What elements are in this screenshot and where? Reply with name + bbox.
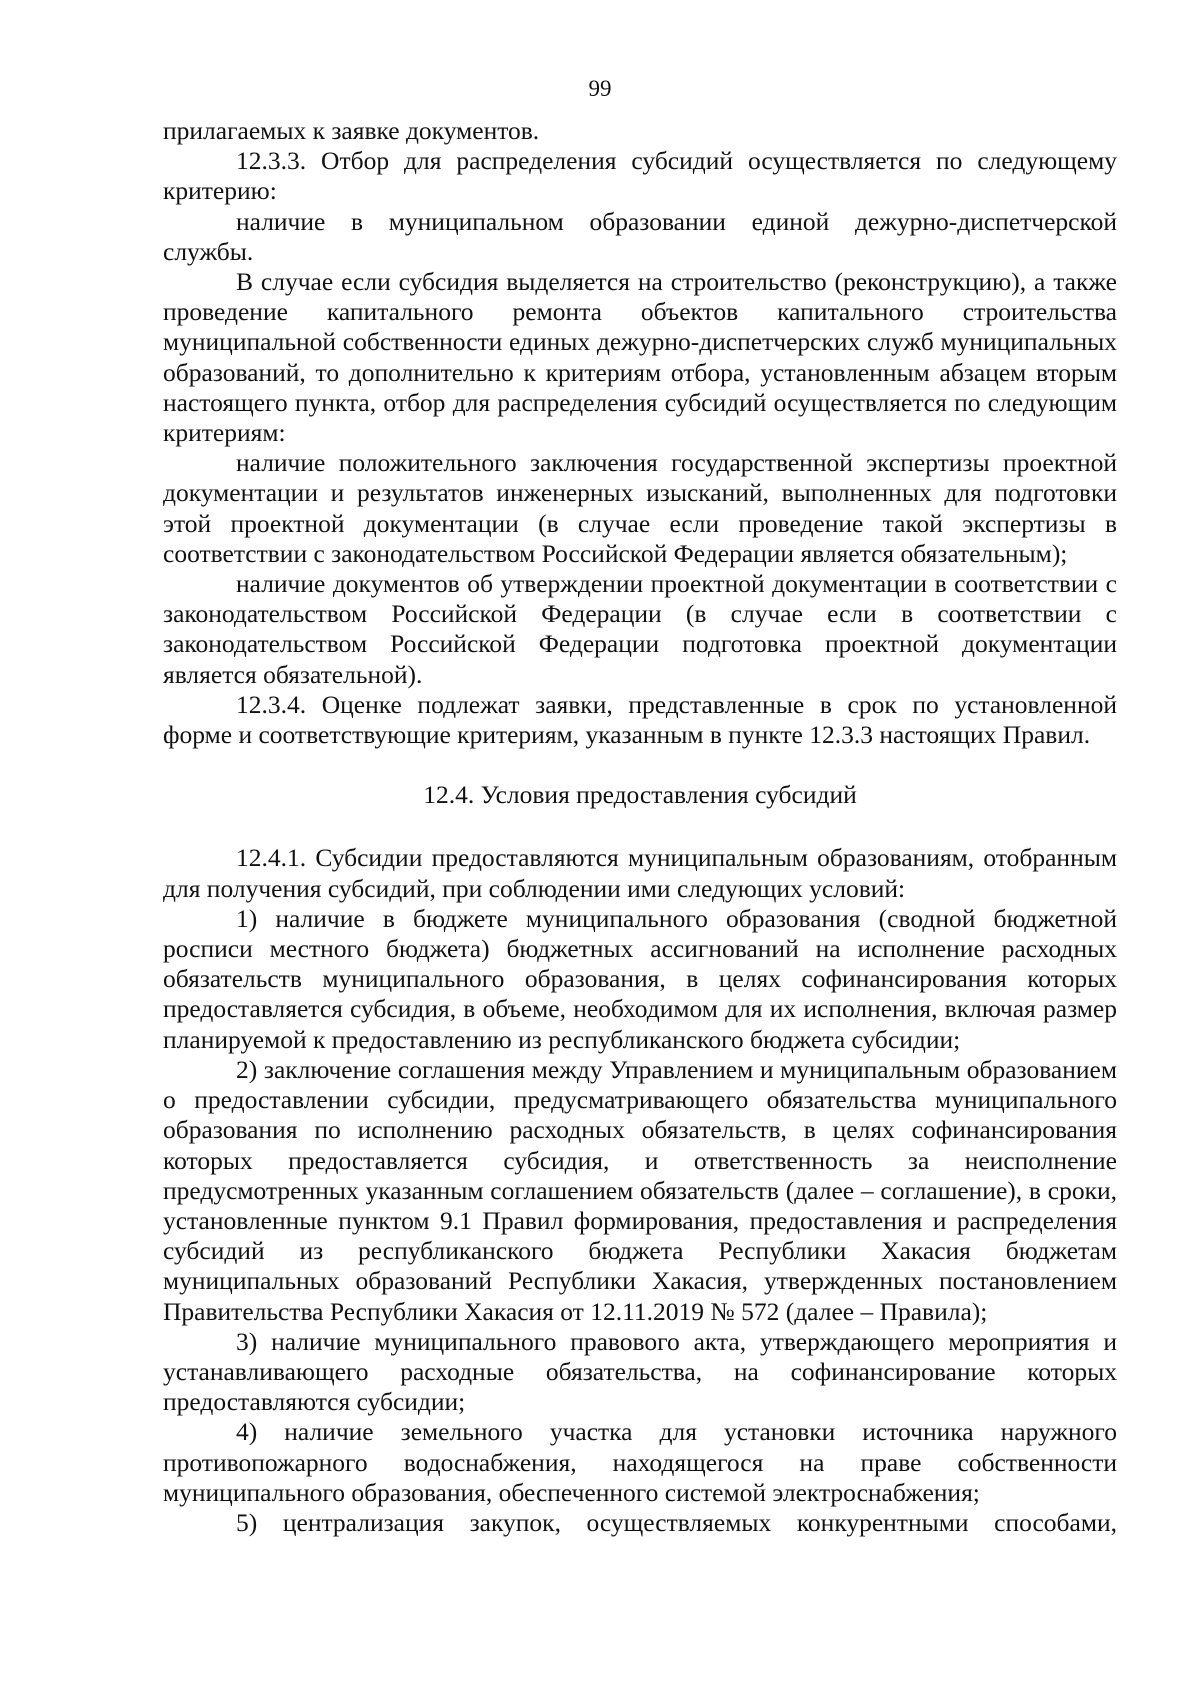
list-item: 5) централизация закупок, осуществляемых конкурентными способами, — [236, 1507, 1117, 1537]
section-heading: 12.4. Условия предоставления субсидий — [423, 780, 857, 810]
document-body — [163, 116, 1117, 1538]
paragraph: 12.3.3. Отбор для распределения субсидий осуществляется по следующему критерию: — [163, 146, 1117, 206]
paragraph: 12.3.4. Оценке подлежат заявки, представленные в срок по установленной форме и соответствующие критериям, указанным в пункте 12.3.3 настоящих Правил. — [163, 689, 1117, 750]
paragraph: В случае если субсидия выделяется на строительство (реконструкцию), а также проведение капитального ремонта объектов капитального строительства муниципальной собственности единых дежурно-диспетчерских служб муниципальных образований, то дополнительно к критериям отбора, установленным абзацем вторым настоящего пункта, отбор для распределения субсидий осуществляется по следующим критериям: — [163, 267, 1117, 448]
list-item: 3) наличие муниципального правового акта, утверждающего мероприятия и устанавливающего расходные обязательства, на софинансирование которых предоставляются субсидии; — [163, 1326, 1117, 1417]
list-item: 1) наличие в бюджете муниципального образования (сводной бюджетной росписи местного бюджета) бюджетных ассигнований на исполнение расходных обязательств муниципального образования, в целях софинансирования которых предоставляется субсидия, в объеме, необходимом для их исполнения, включая размер планируемой к предоставлению из республиканского бюджета субсидии; — [163, 903, 1117, 1054]
paragraph: наличие в муниципальном образовании единой дежурно-диспетчерской службы. — [163, 206, 1117, 266]
paragraph: прилагаемых к заявке документов. — [163, 116, 540, 145]
paragraph: наличие положительного заключения государственной экспертизы проектной документации и результатов инженерных изысканий, выполненных для подготовки этой проектной документации (в случае если проведение такой экспертизы в соответствии с законодательством Российской Федерации является обязательным); — [163, 448, 1117, 568]
paragraph: 12.4.1. Субсидии предоставляются муниципальным образованиям, отобранным для получения субсидий, при соблюдении ими следующих условий: — [163, 843, 1117, 903]
page-number: 99 — [588, 76, 612, 101]
list-item: 4) наличие земельного участка для установки источника наружного противопожарного водоснабжения, находящегося на праве собственности муниципального образования, обеспеченного системой электроснабжения; — [163, 1417, 1117, 1507]
list-item: 2) заключение соглашения между Управлением и муниципальным образованием о предоставлении субсидии, предусматривающего обязательства муниципального образования по исполнению расходных обязательств, в целях софинансирования которых предоставляется субсидия, и ответственность за неисполнение предусмотренных указанным соглашением обязательств (далее – соглашение), в сроки, установленные пунктом 9.1 Правил формирования, предоставления и распределения субсидий из республиканского бюджета Республики Хакасия бюджетам муниципальных образований Республики Хакасия, утвержденных постановлением Правительства Республики Хакасия от 12.11.2019 № 572 (далее – Правила); — [163, 1054, 1117, 1326]
paragraph: наличие документов об утверждении проектной документации в соответствии с законодательством Российской Федерации (в случае если в соответствии с законодательством Российской Федерации подготовка проектной документации является обязательной). — [163, 569, 1117, 689]
